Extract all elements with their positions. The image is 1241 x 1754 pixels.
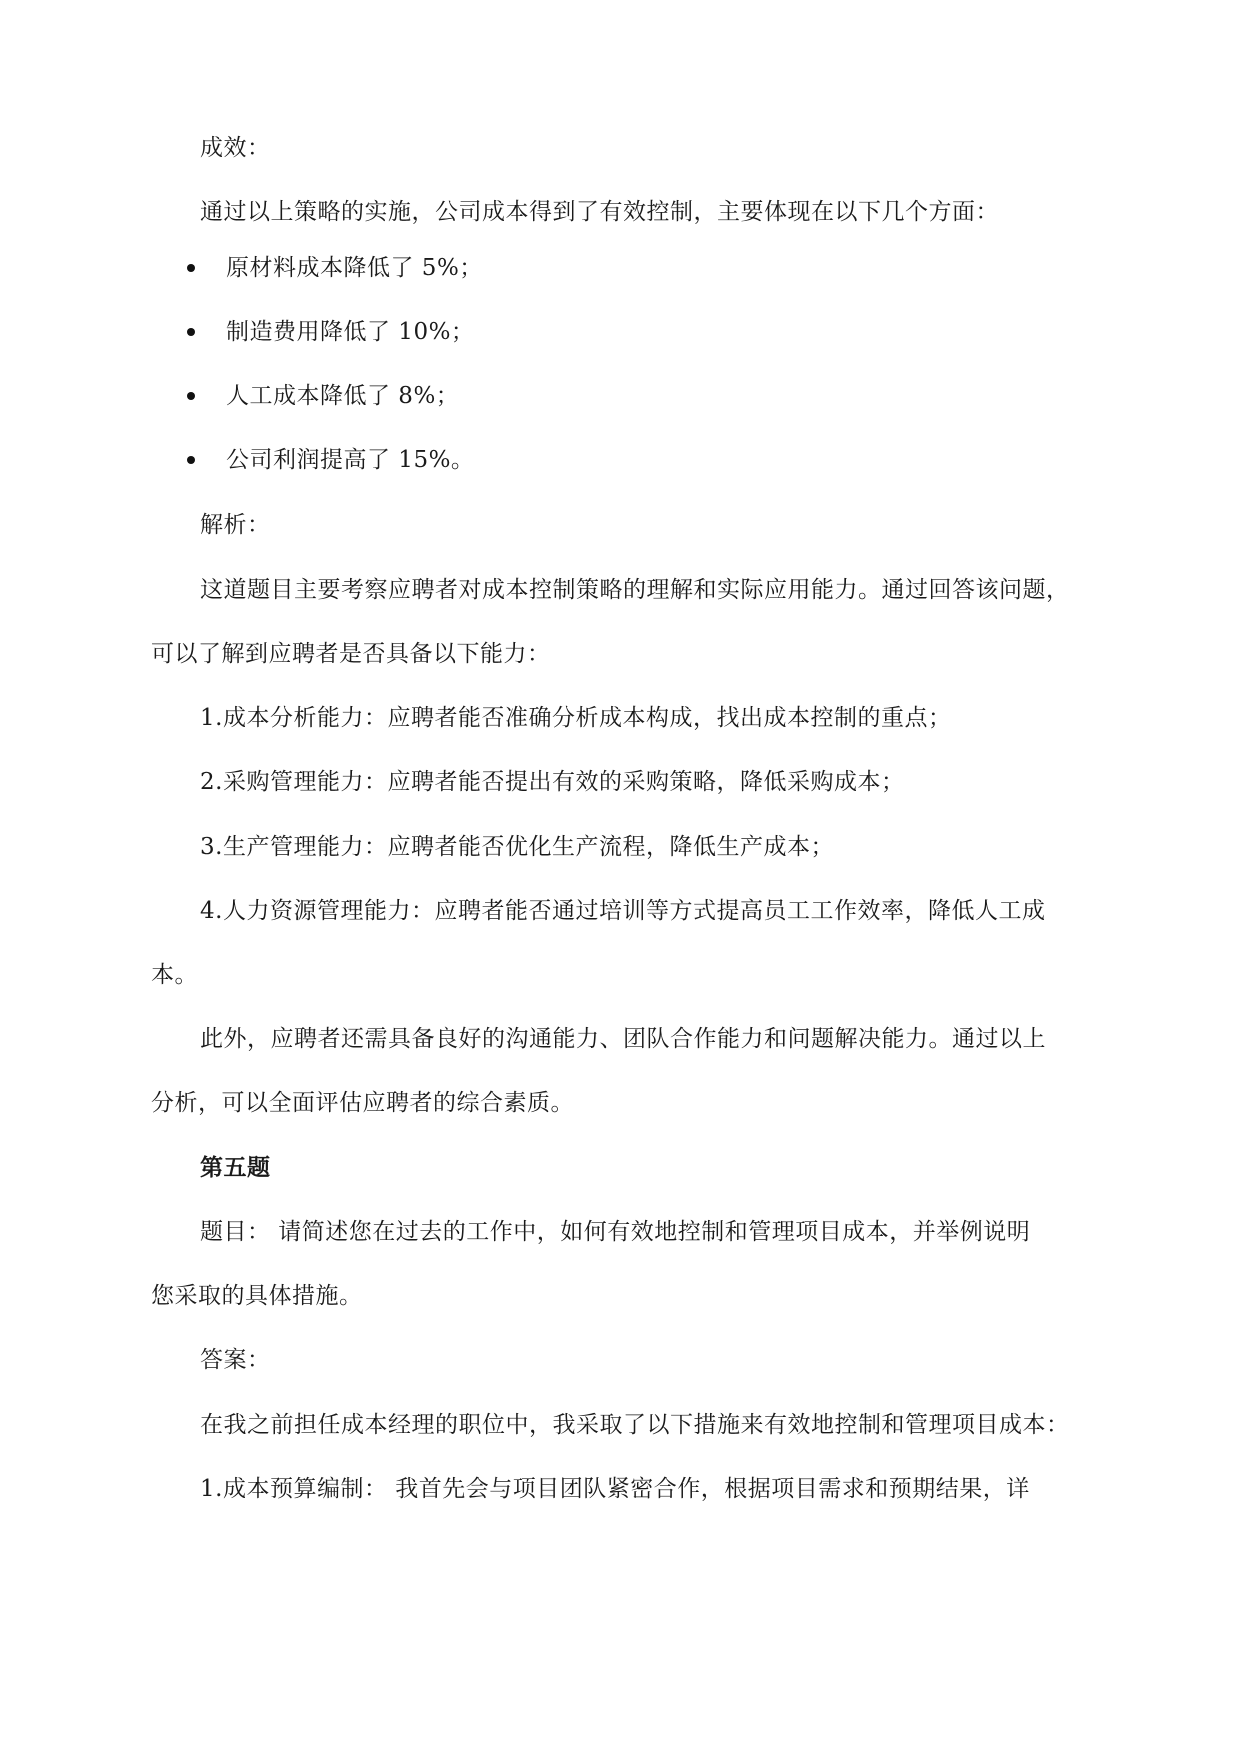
bullet-item-manufacturing: 制造费用降低了 10%； — [226, 319, 475, 345]
bullet-icon — [187, 392, 195, 400]
paragraph-results-label: 成效： — [200, 135, 271, 161]
bullet-icon — [187, 456, 195, 464]
list-item-production: 3.生产管理能力：应聘者能否优化生产流程，降低生产成本； — [200, 834, 834, 860]
paragraph-summary-line1: 此外，应聘者还需具备良好的沟通能力、团队合作能力和问题解决能力。通过以上 — [200, 1026, 1046, 1052]
list-item-hr-line1: 4.人力资源管理能力：应聘者能否通过培训等方式提高员工工作效率，降低人工成 — [200, 898, 1046, 924]
paragraph-results-intro: 通过以上策略的实施，公司成本得到了有效控制，主要体现在以下几个方面： — [200, 199, 999, 225]
list-item-procurement: 2.采购管理能力：应聘者能否提出有效的采购策略，降低采购成本； — [200, 769, 905, 795]
answer-line1: 在我之前担任成本经理的职位中，我采取了以下措施来有效地控制和管理项目成本： — [200, 1412, 1070, 1438]
answer-line2: 1.成本预算编制： 我首先会与项目团队紧密合作，根据项目需求和预期结果，详 — [200, 1476, 1030, 1502]
bullet-icon — [187, 264, 195, 272]
paragraph-summary-line2: 分析，可以全面评估应聘者的综合素质。 — [151, 1090, 574, 1116]
section-heading: 第五题 — [200, 1155, 271, 1181]
bullet-item-profit: 公司利润提高了 15%。 — [226, 447, 475, 473]
answer-label: 答案： — [200, 1347, 271, 1373]
list-item-cost-analysis: 1.成本分析能力：应聘者能否准确分析成本构成，找出成本控制的重点； — [200, 705, 952, 731]
paragraph-analysis-line2: 可以了解到应聘者是否具备以下能力： — [151, 641, 551, 667]
bullet-item-raw-material: 原材料成本降低了 5%； — [226, 255, 483, 281]
question-line1: 题目： 请简述您在过去的工作中，如何有效地控制和管理项目成本，并举例说明 — [200, 1219, 1031, 1245]
bullet-item-labor: 人工成本降低了 8%； — [226, 383, 460, 409]
bullet-icon — [187, 328, 195, 336]
paragraph-analysis-label: 解析： — [200, 512, 271, 538]
paragraph-analysis-line1: 这道题目主要考察应聘者对成本控制策略的理解和实际应用能力。通过回答该问题， — [200, 577, 1070, 603]
question-line2: 您采取的具体措施。 — [151, 1283, 363, 1309]
list-item-hr-line2: 本。 — [151, 962, 198, 988]
